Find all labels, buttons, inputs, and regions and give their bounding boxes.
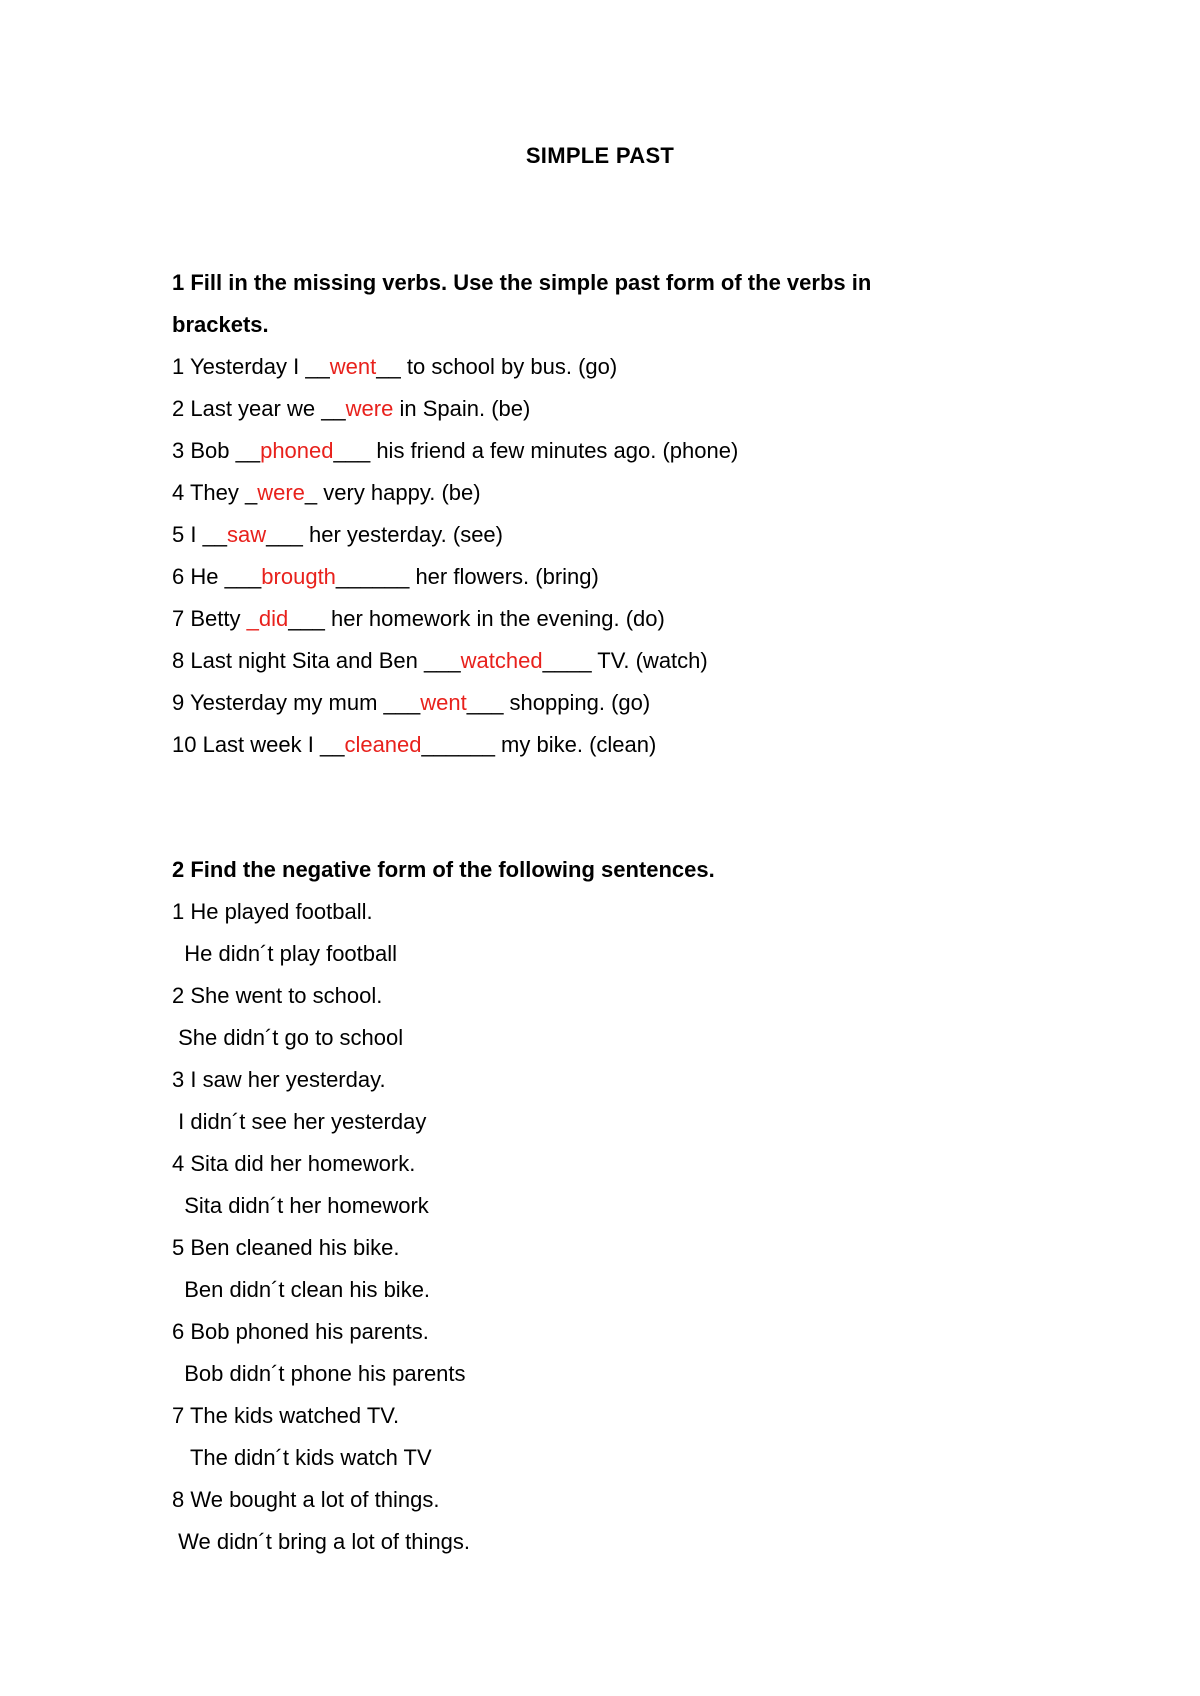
item-suffix: in Spain. (be) [393, 396, 531, 421]
filled-answer: phoned [260, 438, 334, 463]
item-prefix: 9 Yesterday my mum ___ [172, 690, 421, 715]
item-prefix: 5 I __ [172, 522, 228, 547]
exercise2-answer-1: He didn´t play football [172, 941, 398, 966]
section1-heading-line2: brackets. [172, 312, 269, 337]
exercise2-sentence-5: 5 Ben cleaned his bike. [172, 1235, 400, 1260]
item-suffix: ___ her homework in the evening. (do) [288, 606, 665, 631]
exercise2-answer-4: Sita didn´t her homework [172, 1193, 429, 1218]
filled-answer: cleaned [344, 732, 422, 757]
exercise1-item-6 [172, 564, 599, 590]
page-title: SIMPLE PAST [525, 143, 675, 168]
filled-answer: were [345, 396, 394, 421]
filled-answer: saw [227, 522, 267, 547]
item-prefix: 7 Betty [172, 606, 247, 631]
exercise2-answer-3: I didn´t see her yesterday [172, 1109, 427, 1134]
exercise2-answer-6: Bob didn´t phone his parents [172, 1361, 466, 1386]
exercise2-answer-8: We didn´t bring a lot of things. [172, 1529, 470, 1554]
exercise1-item-2 [172, 396, 530, 422]
exercise1-item-3 [172, 438, 738, 464]
section2-heading: 2 Find the negative form of the following sentences. [172, 857, 715, 882]
exercise2-sentence-4: 4 Sita did her homework. [172, 1151, 416, 1176]
item-suffix: __ to school by bus. (go) [376, 354, 618, 379]
filled-answer: went [329, 354, 377, 379]
filled-answer: were [257, 480, 305, 505]
item-suffix: ______ her flowers. (bring) [335, 564, 599, 589]
exercise1-item-5 [172, 522, 503, 548]
item-suffix: ____ TV. (watch) [542, 648, 708, 673]
filled-answer: _did [246, 606, 289, 631]
exercise1-item-9 [172, 690, 650, 716]
exercise2-sentence-6: 6 Bob phoned his parents. [172, 1319, 429, 1344]
exercise2-sentence-3: 3 I saw her yesterday. [172, 1067, 386, 1092]
item-prefix: 10 Last week I __ [172, 732, 345, 757]
exercise2-answer-2: She didn´t go to school [172, 1025, 404, 1050]
section1-heading-line1: 1 Fill in the missing verbs. Use the simple past form of the verbs in [172, 270, 872, 295]
filled-answer: went [420, 690, 467, 715]
item-suffix: ______ my bike. (clean) [421, 732, 657, 757]
filled-answer: brougth [261, 564, 336, 589]
item-suffix: ___ his friend a few minutes ago. (phone) [333, 438, 739, 463]
item-prefix: 8 Last night Sita and Ben ___ [172, 648, 461, 673]
item-prefix: 4 They _ [172, 480, 258, 505]
exercise2-sentence-8: 8 We bought a lot of things. [172, 1487, 440, 1512]
filled-answer: watched [460, 648, 543, 673]
item-prefix: 6 He ___ [172, 564, 262, 589]
exercise2-answer-7: The didn´t kids watch TV [172, 1445, 432, 1470]
exercise1-item-8 [172, 648, 708, 674]
item-prefix: 3 Bob __ [172, 438, 261, 463]
item-prefix: 1 Yesterday I __ [172, 354, 330, 379]
item-prefix: 2 Last year we __ [172, 396, 346, 421]
exercise1-item-7 [172, 606, 665, 632]
item-suffix: _ very happy. (be) [304, 480, 481, 505]
exercise2-sentence-2: 2 She went to school. [172, 983, 383, 1008]
exercise1-item-10 [172, 732, 656, 758]
exercise1-item-4 [172, 480, 481, 506]
exercise2-answer-5: Ben didn´t clean his bike. [172, 1277, 431, 1302]
item-suffix: ___ shopping. (go) [466, 690, 651, 715]
item-suffix: ___ her yesterday. (see) [266, 522, 503, 547]
exercise1-item-1 [172, 354, 617, 380]
exercise2-sentence-7: 7 The kids watched TV. [172, 1403, 400, 1428]
exercise2-sentence-1: 1 He played football. [172, 899, 373, 924]
